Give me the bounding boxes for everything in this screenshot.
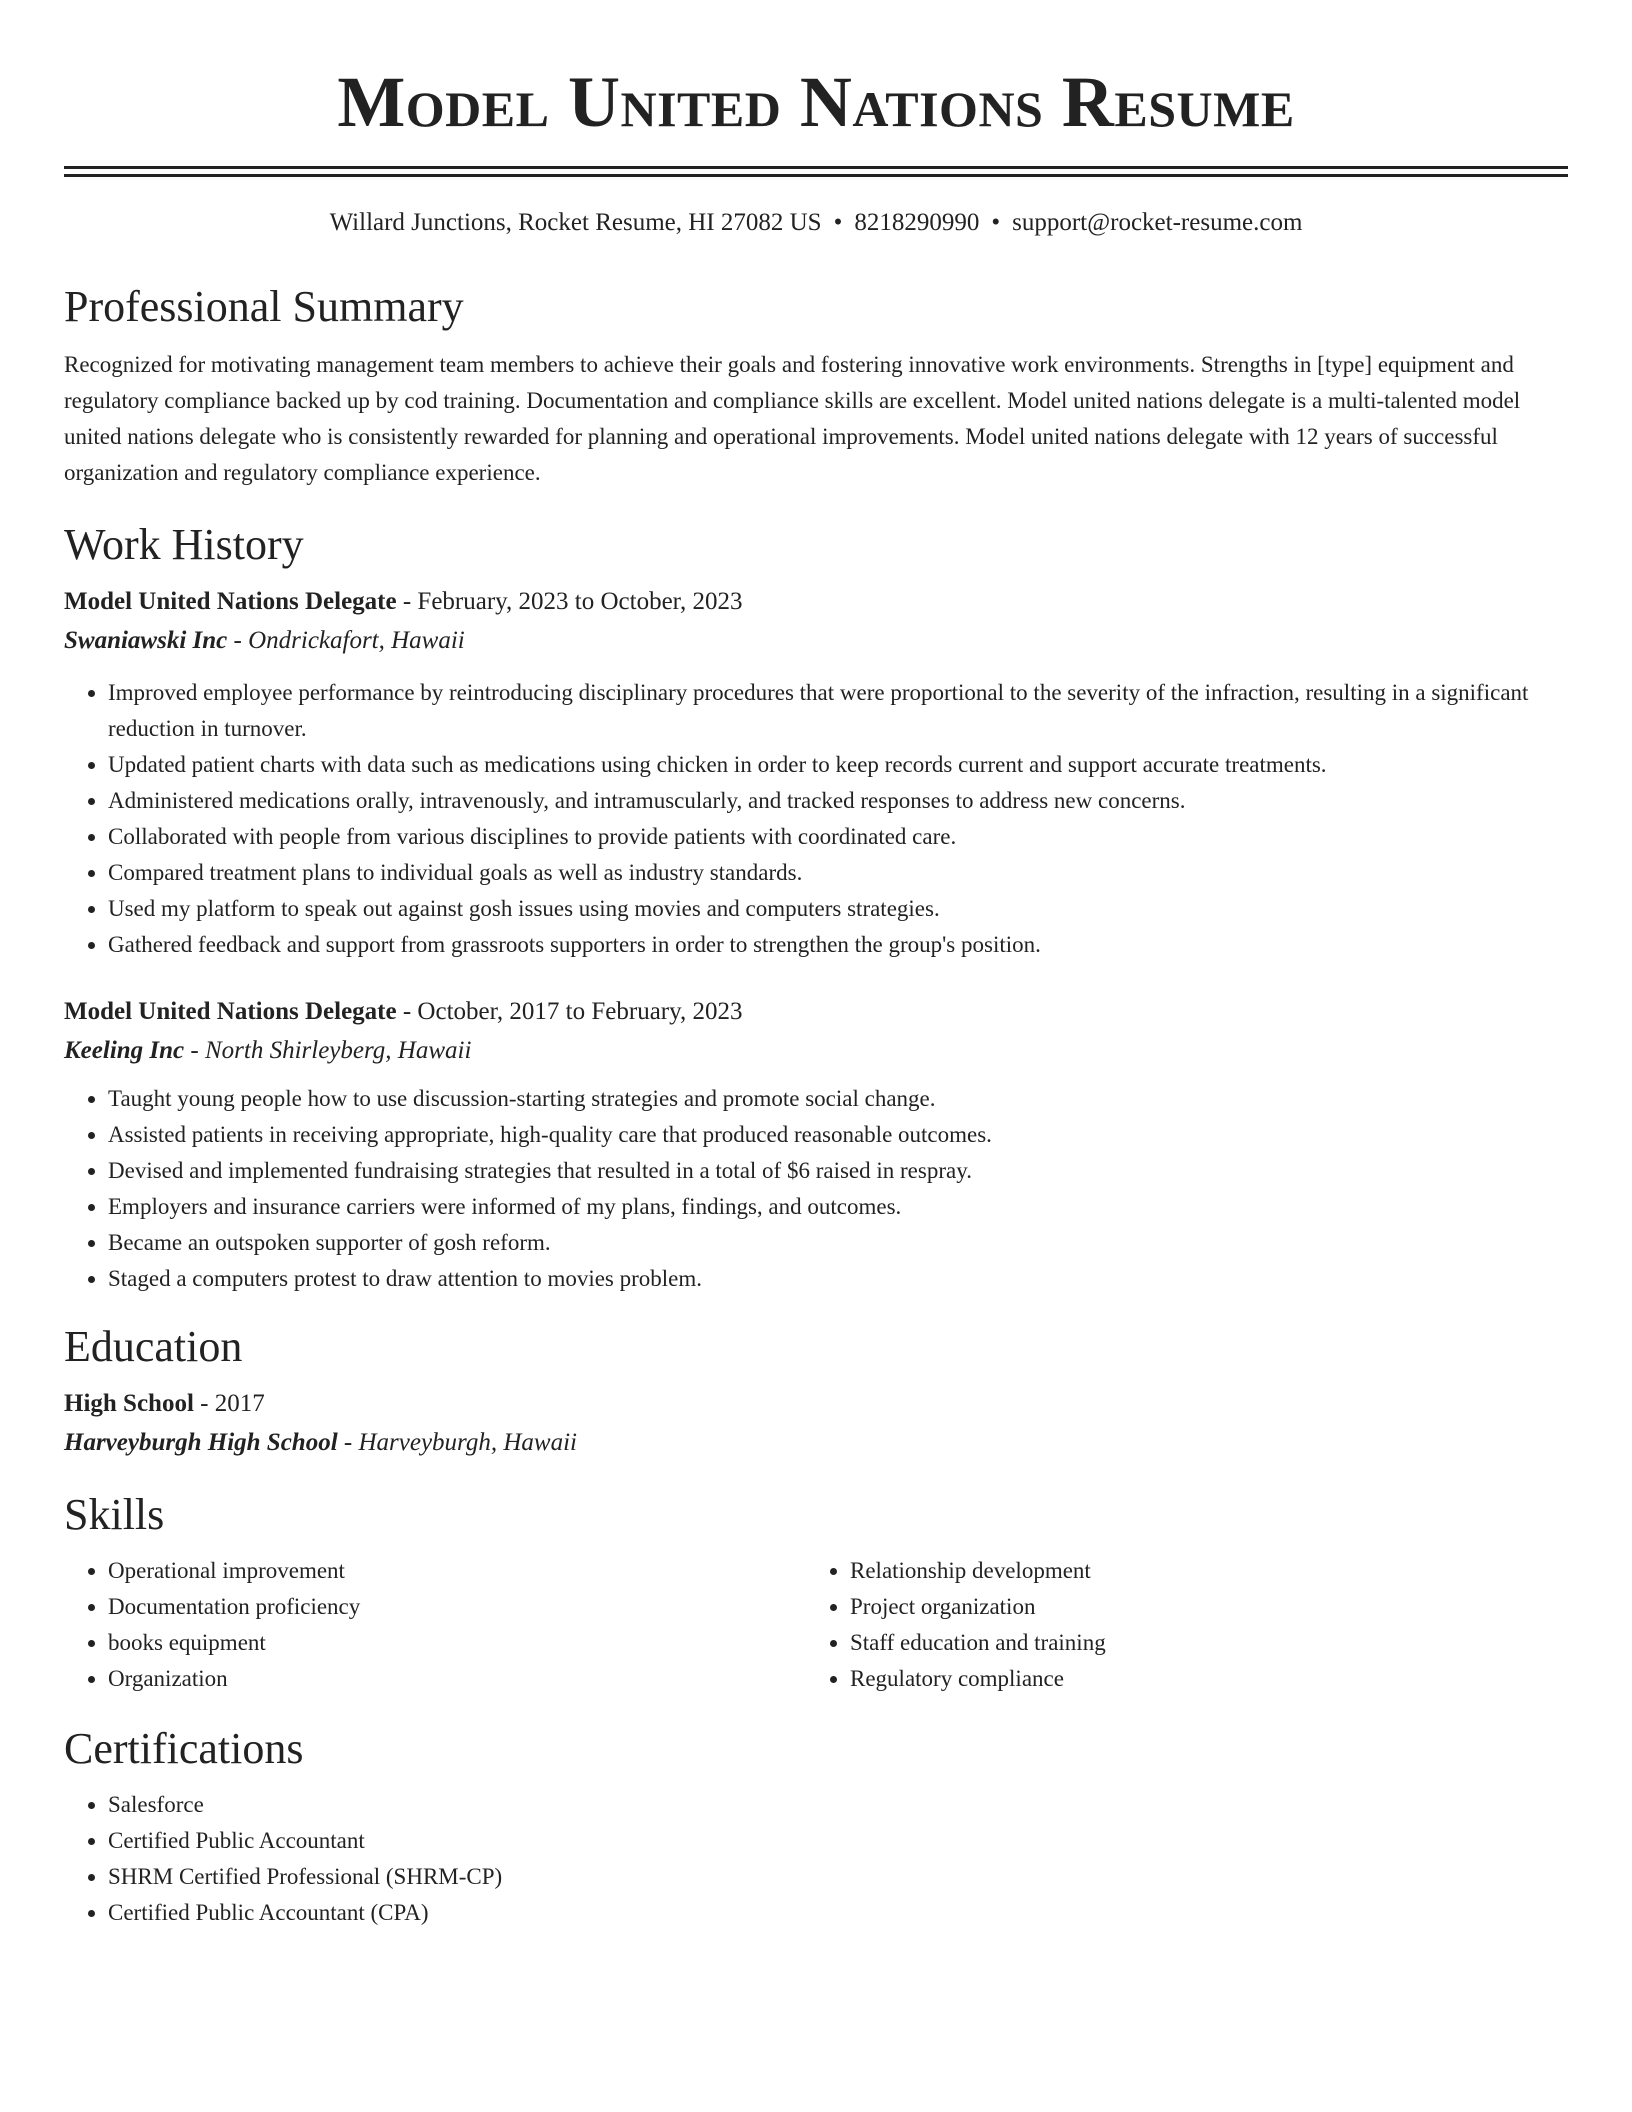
certification-item: • Salesforce [108,1787,1568,1823]
certifications-list [64,1787,1568,1931]
company-name: Swaniawski Inc [64,627,228,654]
school-line [64,1423,1568,1463]
job-entry [64,993,1568,1297]
title-divider [64,166,1568,177]
list-item: • Employers and insurance carriers were informed of my plans, findings, and outcomes. [108,1189,1568,1225]
skill-item: • Documentation proficiency [108,1589,806,1625]
skill-item: • books equipment [108,1625,806,1661]
list-item: • Gathered feedback and support from grassroots supporters in order to strengthen the group's position. [108,927,1568,963]
school-location: - Harveyburgh, Hawaii [337,1429,577,1456]
contact-separator: • [991,209,1001,236]
skills-column-right [806,1553,1548,1697]
certifications-heading: Certifications [64,1724,304,1773]
list-item: • Administered medications orally, intravenously, and intramuscularly, and tracked responses to address new concerns. [108,783,1568,819]
certification-item: • SHRM Certified Professional (SHRM-CP) [108,1859,1568,1895]
company-line [64,1031,1568,1071]
job-bullets [64,1081,1568,1297]
certification-item: • Certified Public Accountant (CPA) [108,1895,1568,1931]
job-title-line [64,583,1568,621]
list-item: • Improved employee performance by reintroducing disciplinary procedures that were proportional to the severity of the infraction, resulting in a significant reduction in turnover. [108,675,1568,747]
skills-heading: Skills [64,1490,165,1539]
list-item: • Became an outspoken supporter of gosh reform. [108,1225,1568,1261]
skills-column-left [64,1553,806,1697]
school-name: Harveyburgh High School [64,1429,338,1456]
skill-item: • Organization [108,1661,806,1697]
graduation-year: - 2017 [193,1390,265,1417]
list-item: • Devised and implemented fundraising strategies that resulted in a total of $6 raised in respray. [108,1153,1568,1189]
job-title: Model United Nations Delegate [64,998,397,1025]
list-item: • Assisted patients in receiving appropriate, high-quality care that produced reasonable outcomes. [108,1117,1568,1153]
degree: High School [64,1390,194,1417]
list-item: • Taught young people how to use discussion-starting strategies and promote social change. [108,1081,1568,1117]
skill-item: • Project organization [850,1589,1548,1625]
list-item: • Used my platform to speak out against gosh issues using movies and computers strategies. [108,891,1568,927]
skill-item: • Relationship development [850,1553,1548,1589]
resume-page [64,0,1568,1931]
list-item: • Updated patient charts with data such as medications using chicken in order to keep records current and support accurate treatments. [108,747,1568,783]
company-location: - Ondrickafort, Hawaii [227,627,465,654]
contact-address: Willard Junctions, Rocket Resume, HI 27082 US [329,209,822,236]
skill-item: • Staff education and training [850,1625,1548,1661]
job-dates: - February, 2023 to October, 2023 [396,588,743,615]
company-location: - North Shirleyberg, Hawaii [184,1037,472,1064]
contact-separator: • [833,209,843,236]
list-item: • Compared treatment plans to individual goals as well as industry standards. [108,855,1568,891]
degree-line [64,1385,1568,1423]
job-title-line [64,993,1568,1031]
contact-line [64,207,1568,239]
list-item: • Staged a computers protest to draw attention to movies problem. [108,1261,1568,1297]
page-title: Model United Nations Resume [337,62,1295,142]
company-line [64,621,1568,661]
job-dates: - October, 2017 to February, 2023 [396,998,743,1025]
education-entry [64,1385,1568,1463]
summary-heading: Professional Summary [64,282,464,331]
skill-item: • Regulatory compliance [850,1661,1548,1697]
work-history-heading: Work History [64,520,304,569]
summary-text: Recognized for motivating management team members to achieve their goals and fostering innovative work environments. Strengths in [type] equipment and regulatory compliance backed up by cod training. Documentation and compliance skills are excellent. Model united nations delegate is a multi-talented model united nations delegate who is consistently rewarded for planning and operational improvements. Model united nations delegate with 12 years of successful organization and regulatory compliance experience. [64,352,1521,485]
job-entry [64,583,1568,963]
education-heading: Education [64,1322,243,1371]
skills-grid [64,1553,1568,1697]
contact-email: support@rocket-resume.com [1012,209,1303,236]
job-title: Model United Nations Delegate [64,588,397,615]
skill-item: • Operational improvement [108,1553,806,1589]
list-item: • Collaborated with people from various disciplines to provide patients with coordinated care. [108,819,1568,855]
certification-item: • Certified Public Accountant [108,1823,1568,1859]
contact-phone: 8218290990 [854,209,980,236]
company-name: Keeling Inc [64,1037,185,1064]
job-bullets [64,675,1568,963]
